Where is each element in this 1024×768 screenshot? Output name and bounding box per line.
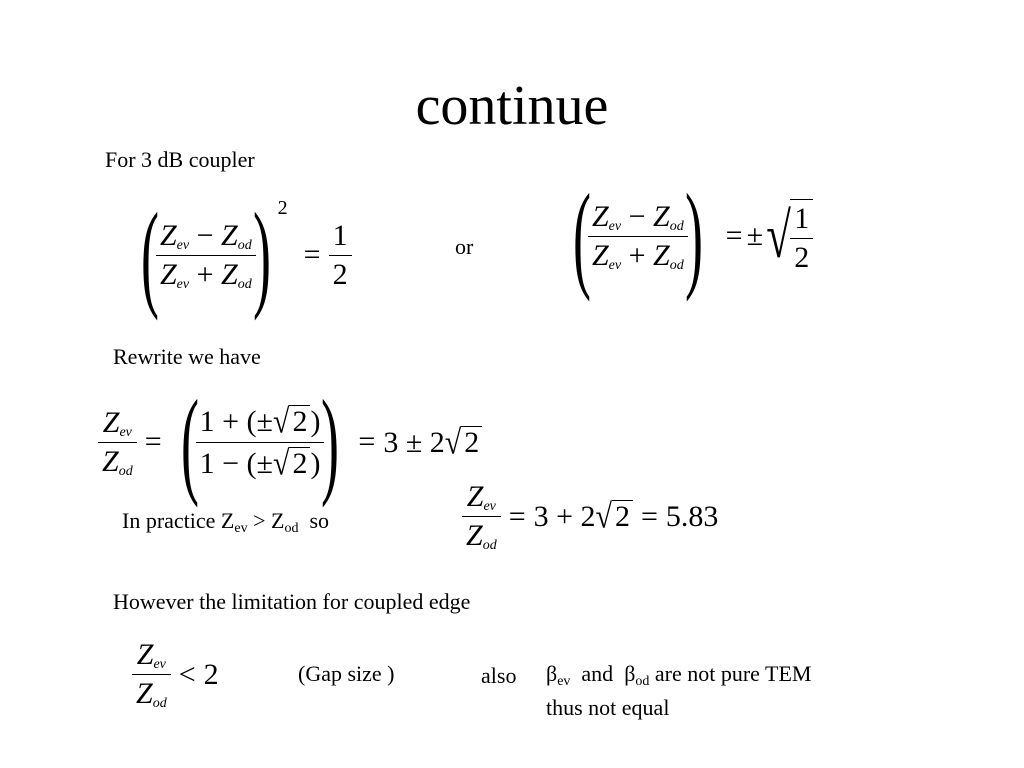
fraction-zev-zod: $\frac{Z_{ev} - Z_{od}}{Z_{ev} + Z_{od}}$	[588, 202, 688, 271]
fraction-one-half: $\frac{1}{2}$	[329, 221, 352, 290]
fraction-zev-over-zod: $\frac{Z_{ev}}{Z_{od}}$	[462, 482, 501, 551]
left-paren: (	[180, 375, 199, 508]
label-also: also	[481, 663, 517, 688]
equals-sign: =	[144, 425, 162, 458]
less-than-sign: <	[178, 657, 196, 691]
result-value: 5.83	[665, 499, 719, 533]
label-3db-coupler: For 3 dB coupler	[105, 147, 255, 172]
label-gap-size: (Gap size )	[298, 661, 395, 686]
label-or: or	[455, 234, 474, 259]
left-paren: (	[140, 188, 159, 321]
equation-coupling-squared	[130, 188, 352, 321]
label-limitation: However the limitation for coupled edge	[113, 589, 471, 614]
page-title: continue	[415, 75, 609, 137]
fraction-zev-over-zod: $\frac{Z_{ev}}{Z_{od}}$	[132, 640, 171, 709]
equation-coupling-root	[562, 169, 813, 302]
left-paren: (	[572, 169, 591, 302]
right-paren: )	[252, 188, 271, 321]
right-paren: )	[684, 169, 703, 302]
right-paren: )	[321, 375, 340, 508]
label-in-practice: In practice $Z_{ev} > Z_{od}$ so	[122, 508, 330, 536]
equals-sign: =	[641, 499, 658, 533]
equals-sign: =	[358, 425, 376, 458]
fraction-zev-zod: $\frac{Z_{ev} - Z_{od}}{Z_{ev} + Z_{od}}$	[156, 221, 256, 290]
equation-limit	[132, 640, 219, 709]
label-beta-note: $\beta_{ev}$ and $\beta_{od}$ are not pure TEM	[546, 661, 812, 689]
expr-3-plus-2root2: 3 + 2√ 2	[534, 500, 633, 533]
radical-sign: √	[766, 200, 791, 271]
equals-sign: =	[508, 499, 526, 533]
limit-value: 2	[203, 657, 219, 691]
fraction-zev-over-zod: $\frac{Z_{ev}}{Z_{od}}$	[98, 408, 137, 477]
result-3-pm-2root2: 3 ± 2√ 2	[383, 426, 482, 459]
plus-minus-sign: ±	[746, 219, 764, 252]
equals-sign: =	[725, 219, 743, 252]
equals-sign: =	[303, 238, 321, 271]
label-rewrite: Rewrite we have	[113, 344, 261, 369]
equation-ratio	[98, 375, 482, 508]
exponent: 2	[277, 197, 288, 219]
fraction-one-pm-root2: $\frac{1 + (\pm√ 2 )}{1 - (\pm√ 2 )}$	[196, 405, 325, 479]
fraction-one-half: $\frac{1}{2}$	[790, 199, 813, 273]
label-thus-not-equal: thus not equal	[546, 695, 670, 720]
equation-practical-ratio	[462, 482, 718, 551]
